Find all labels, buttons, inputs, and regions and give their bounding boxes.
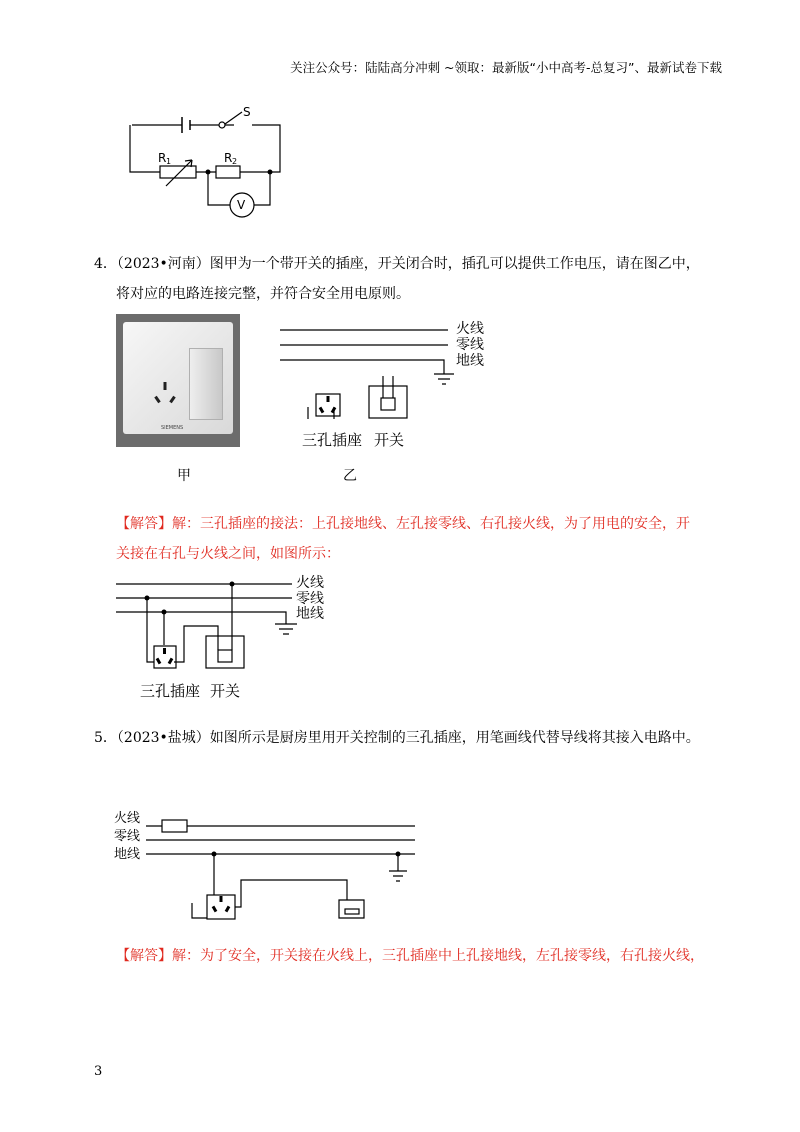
- answer-live-label: 火线: [296, 575, 324, 591]
- socket-label: 三孔插座: [302, 431, 363, 449]
- answer-5-line1: 【解答】解：为了安全，开关接在火线上，三孔插座中上孔接地线，左孔接零线，右孔接火线，: [116, 948, 704, 964]
- circuit-diagram-1: [120, 100, 295, 225]
- brand-logo: SIEMENS: [161, 425, 184, 431]
- question-5-line1: 5．（2023•盐城）如图所示是厨房里用开关控制的三孔插座，用笔画线代替导线将其接入电路中。: [94, 730, 700, 746]
- figure-label-jia: 甲: [177, 468, 191, 484]
- answer-4-line2: 关接在右孔与火线之间，如图所示：: [116, 546, 340, 562]
- socket-plate: [123, 322, 233, 434]
- answer-neutral-label: 零线: [296, 591, 324, 607]
- switch-label: 开关: [374, 431, 405, 449]
- earth-wire-label: 地线: [456, 353, 484, 369]
- figure-label-yi: 乙: [343, 468, 357, 484]
- r2-subscript: 2: [232, 157, 238, 166]
- live-wire-label: 火线: [456, 321, 484, 337]
- switch-label-s: S: [243, 105, 251, 119]
- kitchen-neutral-label: 零线: [114, 829, 141, 844]
- answer-socket-label: 三孔插座: [140, 682, 201, 700]
- three-hole-icon: [151, 380, 179, 408]
- answer-4-line1: 【解答】解：三孔插座的接法：上孔接地线、左孔接零线、右孔接火线，为了用电的安全，开: [116, 516, 690, 532]
- r2-label: R: [224, 151, 233, 165]
- answer-switch-label: 开关: [210, 682, 241, 700]
- kitchen-live-label: 火线: [114, 811, 141, 826]
- wiring-diagram-yi: [280, 314, 500, 454]
- answer-tag: 【解答】: [116, 516, 172, 532]
- kitchen-earth-label: 地线: [114, 847, 141, 862]
- answer-wiring-diagram: [116, 572, 356, 707]
- socket-photo: [116, 314, 240, 447]
- answer-tag-5: 【解答】: [116, 948, 172, 964]
- switch-rocker: [189, 348, 223, 420]
- kitchen-wiring-diagram: [110, 806, 420, 924]
- neutral-wire-label: 零线: [456, 337, 484, 353]
- page-header: 关注公众号：陆陆高分冲刺 ~领取：最新版“小中高考-总复习”、最新试卷下载: [290, 60, 722, 75]
- question-4-line2: 将对应的电路连接完整，并符合安全用电原则。: [116, 286, 410, 302]
- voltmeter-label: V: [237, 198, 246, 212]
- r1-label: R: [158, 151, 167, 165]
- r1-subscript: 1: [166, 157, 172, 166]
- page-number: 3: [94, 1064, 103, 1079]
- answer-earth-label: 地线: [296, 606, 324, 622]
- question-4-line1: 4．（2023•河南）图甲为一个带开关的插座，开关闭合时，插孔可以提供工作电压，请在图乙中，: [94, 256, 700, 272]
